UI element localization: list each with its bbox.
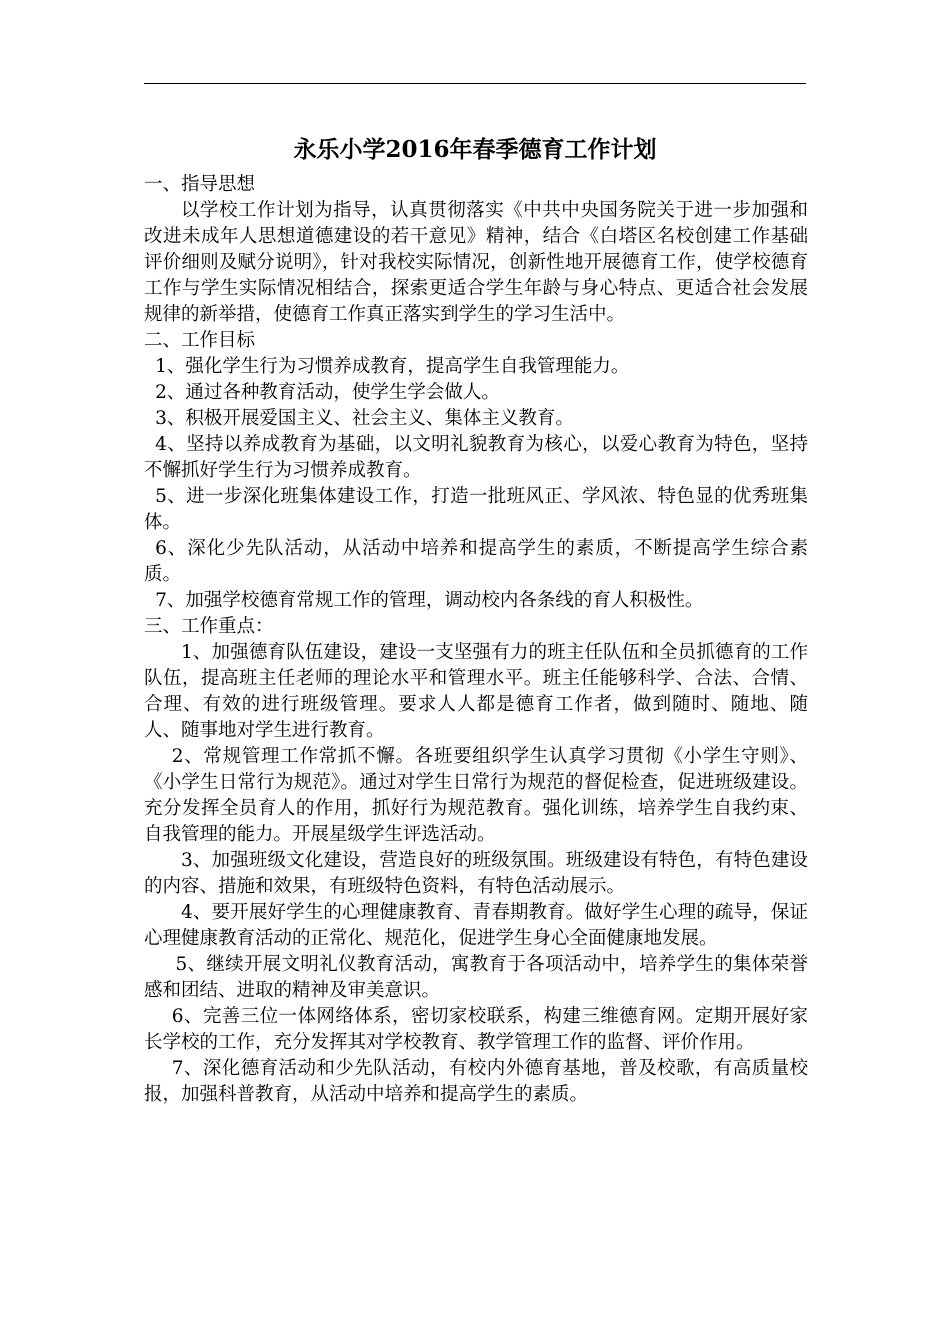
section-heading: 二、工作目标: [144, 330, 256, 351]
focus-item: 1、加强德育队伍建设，建设一支坚强有力的班主任队伍和全员抓德育的工作队伍，提高班主任老师的理论水平和管理水平。班主任能够科学、合法、合情、合理、有效的进行班级管理。要求人人都是德育工作者，做到随时、随地、随人、随事地对学生进行教育。: [144, 642, 808, 741]
goal-item: 6、深化少先队活动，从活动中培养和提高学生的素质，不断提高学生综合素质。: [144, 538, 808, 585]
goal-item: 2、通过各种教育活动，使学生学会做人。: [155, 382, 500, 403]
goal-item: 7、加强学校德育常规工作的管理，调动校内各条线的育人积极性。: [155, 590, 704, 611]
goal-item: 4、坚持以养成教育为基础，以文明礼貌教育为核心，以爱心教育为特色，坚持不懈抓好学生行为习惯养成教育。: [144, 434, 808, 481]
section-heading: 一、指导思想: [144, 174, 256, 195]
section-heading: 三、工作重点：: [144, 616, 274, 637]
page-title: 永乐小学2016年春季德育工作计划: [293, 136, 657, 163]
goal-item: 1、强化学生行为习惯养成教育，提高学生自我管理能力。: [155, 356, 630, 377]
focus-item: 7、深化德育活动和少先队活动，有校内外德育基地，普及校歌，有高质量校报，加强科普教育，从活动中培养和提高学生的素质。: [144, 1058, 808, 1105]
focus-item: 4、要开展好学生的心理健康教育、青春期教育。做好学生心理的疏导，保证心理健康教育活动的正常化、规范化，促进学生身心全面健康地发展。: [144, 902, 808, 949]
focus-item: 2、常规管理工作常抓不懈。各班要组织学生认真学习贯彻《小学生守则》、《小学生日常行为规范》。通过对学生日常行为规范的督促检查，促进班级建设。充分发挥全员育人的作用，抓好行为规范教育。强化训练，培养学生自我约束、自我管理的能力。开展星级学生评选活动。: [144, 746, 808, 845]
focus-item: 5、继续开展文明礼仪教育活动，寓教育于各项活动中，培养学生的集体荣誉感和团结、进取的精神及审美意识。: [144, 954, 808, 1001]
focus-item: 6、完善三位一体网络体系，密切家校联系，构建三维德育网。定期开展好家长学校的工作，充分发挥其对学校教育、教学管理工作的监督、评价作用。: [144, 1006, 808, 1053]
focus-item: 3、加强班级文化建设，营造良好的班级氛围。班级建设有特色，有特色建设的内容、措施和效果，有班级特色资料，有特色活动展示。: [144, 850, 808, 897]
document-body: [144, 172, 808, 1108]
guiding-paragraph: 以学校工作计划为指导，认真贯彻落实《中共中央国务院关于进一步加强和改进未成年人思想道德建设的若干意见》精神，结合《白塔区名校创建工作基础评价细则及赋分说明》，针对我校实际情况，创新性地开展德育工作，使学校德育工作与学生实际情况相结合，探索更适合学生年龄与身心特点、更适合社会发展规律的新举措，使德育工作真正落实到学生的学习生活中。: [144, 200, 808, 325]
goal-item: 5、进一步深化班集体建设工作，打造一批班风正、学风浓、特色显的优秀班集体。: [144, 486, 808, 533]
goal-item: 3、积极开展爱国主义、社会主义、集体主义教育。: [155, 408, 574, 429]
header-rule: [144, 83, 806, 84]
